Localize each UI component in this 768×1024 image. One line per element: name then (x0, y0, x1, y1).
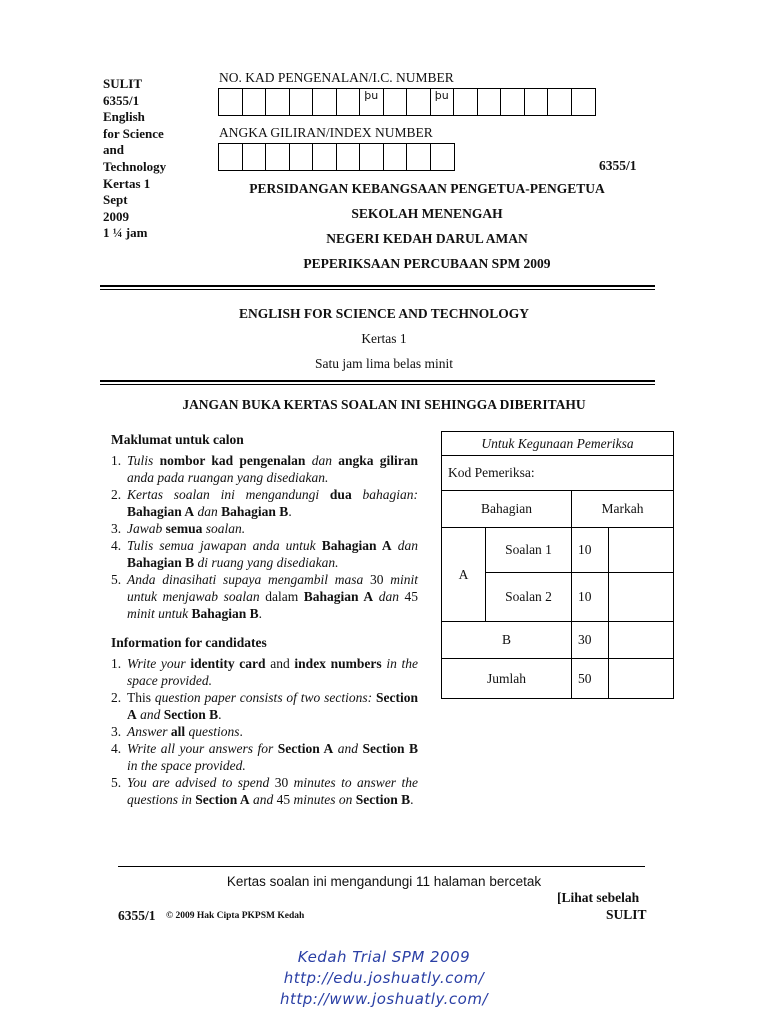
ic-number-box[interactable] (478, 89, 502, 115)
ic-number-box[interactable] (548, 89, 572, 115)
soalan-1-max: 10 (572, 528, 609, 573)
examiner-marks-table (441, 431, 674, 699)
index-number-box[interactable] (384, 144, 408, 170)
index-number-box[interactable] (407, 144, 431, 170)
instruction-text: You are advised to spend 30 minutes to answer the questions in Section A and 45 minutes on Section B. (127, 775, 418, 807)
handwritten-url-2: http://www.joshuatly.com/ (279, 990, 489, 1008)
english-instructions-list (111, 655, 418, 808)
paper-info-line: Sept (103, 192, 128, 208)
ic-number-box[interactable] (525, 89, 549, 115)
page-count-note: Kertas soalan ini mengandungi 11 halaman bercetak (226, 874, 542, 889)
ic-number-box[interactable] (337, 89, 361, 115)
malay-instruction-item (111, 486, 418, 520)
malay-instruction-item (111, 452, 418, 486)
english-instruction-item (111, 723, 418, 740)
instruction-number: 3. (111, 521, 122, 536)
ic-number-box[interactable] (290, 89, 314, 115)
index-number-box[interactable] (360, 144, 384, 170)
index-number-box[interactable] (313, 144, 337, 170)
ic-number-boxes[interactable] (218, 88, 596, 116)
instruction-number: 2. (111, 487, 122, 502)
soalan-2-label: Soalan 2 (486, 573, 572, 622)
footer-divider (118, 866, 645, 867)
paper-info-line: 6355/1 (103, 92, 140, 108)
org-line-3: NEGERI KEDAH DARUL AMAN (326, 231, 528, 246)
instruction-number: 4. (111, 538, 122, 553)
paper-code-right: 6355/1 (599, 158, 637, 173)
ic-number-box[interactable] (407, 89, 431, 115)
index-number-box[interactable] (337, 144, 361, 170)
ic-number-box[interactable]: þu (431, 89, 455, 115)
total-max: 50 (572, 659, 609, 699)
instruction-text: Answer all questions. (127, 724, 243, 739)
english-instruction-item (111, 740, 418, 774)
english-instruction-item (111, 655, 418, 689)
ic-number-box[interactable] (313, 89, 337, 115)
ic-number-label: NO. KAD PENGENALAN/I.C. NUMBER (219, 70, 454, 85)
org-line-2: SEKOLAH MENENGAH (351, 206, 503, 221)
paper-info-line: 2009 (103, 208, 129, 224)
org-line-4: PEPERIKSAAN PERCUBAAN SPM 2009 (303, 256, 551, 271)
ic-number-box[interactable] (454, 89, 478, 115)
examiner-table-title: Untuk Kegunaan Pemeriksa (442, 432, 674, 456)
index-number-box[interactable] (431, 144, 455, 170)
malay-instruction-item (111, 520, 418, 537)
soalan-1-label: Soalan 1 (486, 528, 572, 573)
section-b-max: 30 (572, 622, 609, 659)
duration: Satu jam lima belas minit (315, 356, 453, 371)
ic-number-box[interactable] (219, 89, 243, 115)
copyright-note: © 2009 Hak Cipta PKPSM Kedah (166, 911, 305, 921)
english-instruction-item (111, 774, 418, 808)
index-number-box[interactable] (219, 144, 243, 170)
instruction-text: Tulis nombor kad pengenalan dan angka giliran anda pada ruangan yang disediakan. (127, 453, 419, 485)
soalan-2-score-cell[interactable] (609, 573, 674, 622)
instruction-number: 1. (111, 656, 122, 671)
ic-number-box[interactable] (501, 89, 525, 115)
col-marks-header: Markah (572, 491, 674, 528)
instruction-text: Tulis semua jawapan anda untuk Bahagian A dan Bahagian B di ruang yang disediakan. (127, 538, 419, 570)
instruction-number: 1. (111, 453, 122, 468)
malay-instruction-item (111, 571, 418, 622)
soalan-1-score-cell[interactable] (609, 528, 674, 573)
instruction-text: Kertas soalan ini mengandungi dua bahagian: Bahagian A dan Bahagian B. (127, 487, 418, 519)
ic-number-box[interactable] (243, 89, 267, 115)
paper-info-line: English (103, 109, 145, 125)
english-instructions-title: Information for candidates (111, 635, 267, 650)
index-number-box[interactable] (290, 144, 314, 170)
total-score-cell[interactable] (609, 659, 674, 699)
index-number-box[interactable] (243, 144, 267, 170)
instruction-text: Write all your answers for Section A and Section B in the space provided. (127, 741, 418, 773)
handwritten-trial-note: Kedah Trial SPM 2009 (297, 948, 471, 966)
index-number-boxes[interactable] (218, 143, 455, 171)
paper-info-line: Technology (103, 158, 167, 174)
instruction-number: 5. (111, 572, 122, 587)
malay-instruction-item (111, 537, 418, 571)
malay-instructions-list (111, 452, 418, 622)
subject-title: ENGLISH FOR SCIENCE AND TECHNOLOGY (238, 306, 530, 321)
instruction-number: 3. (111, 724, 122, 739)
instruction-number: 4. (111, 741, 122, 756)
org-line-1: PERSIDANGAN KEBANGSAAN PENGETUA-PENGETUA (249, 181, 605, 196)
instructions (111, 431, 418, 808)
ic-number-box[interactable] (384, 89, 408, 115)
ic-number-box[interactable] (266, 89, 290, 115)
total-label: Jumlah (442, 659, 572, 699)
paper-info-line: for Science (103, 125, 164, 141)
section-b-score-cell[interactable] (609, 622, 674, 659)
english-instruction-item (111, 689, 418, 723)
warning-text: JANGAN BUKA KERTAS SOALAN INI SEHINGGA DIBERITAHU (182, 397, 586, 412)
index-number-label: ANGKA GILIRAN/INDEX NUMBER (219, 125, 433, 140)
ic-number-box[interactable] (572, 89, 596, 115)
divider-top (100, 285, 655, 290)
paper-number: Kertas 1 (361, 331, 407, 346)
instruction-text: Anda dinasihati supaya mengambil masa 30 minit untuk menjawab soalan dalam Bahagian A dan 45 minit untuk Bahagian B. (127, 572, 419, 621)
footer-paper-code: 6355/1 (118, 908, 156, 923)
paper-info-line: 1 ¼ jam (103, 225, 148, 241)
section-b-label: B (442, 622, 572, 659)
paper-info-line: SULIT (103, 76, 143, 91)
divider-bottom (100, 380, 655, 385)
examiner-code-label: Kod Pemeriksa: (442, 456, 674, 491)
footer-sulit: SULIT (606, 907, 647, 922)
instruction-text: Jawab semua soalan. (127, 521, 246, 536)
see-over-note: [Lihat sebelah (557, 890, 640, 905)
instruction-number: 2. (111, 690, 122, 705)
malay-instructions-title: Maklumat untuk calon (111, 432, 244, 447)
col-section-header: Bahagian (442, 491, 572, 528)
handwritten-url-1: http://edu.joshuatly.com/ (283, 969, 485, 987)
instruction-text: Write your identity card and index numbers in the space provided. (127, 656, 418, 688)
soalan-2-max: 10 (572, 573, 609, 622)
instruction-number: 5. (111, 775, 122, 790)
paper-info-line: Kertas 1 (103, 175, 151, 191)
section-a-label: A (442, 528, 486, 622)
index-number-box[interactable] (266, 144, 290, 170)
paper-info-line: and (103, 142, 124, 158)
ic-number-box[interactable]: þu (360, 89, 384, 115)
instruction-text: This question paper consists of two sections: Section A and Section B. (127, 690, 418, 722)
